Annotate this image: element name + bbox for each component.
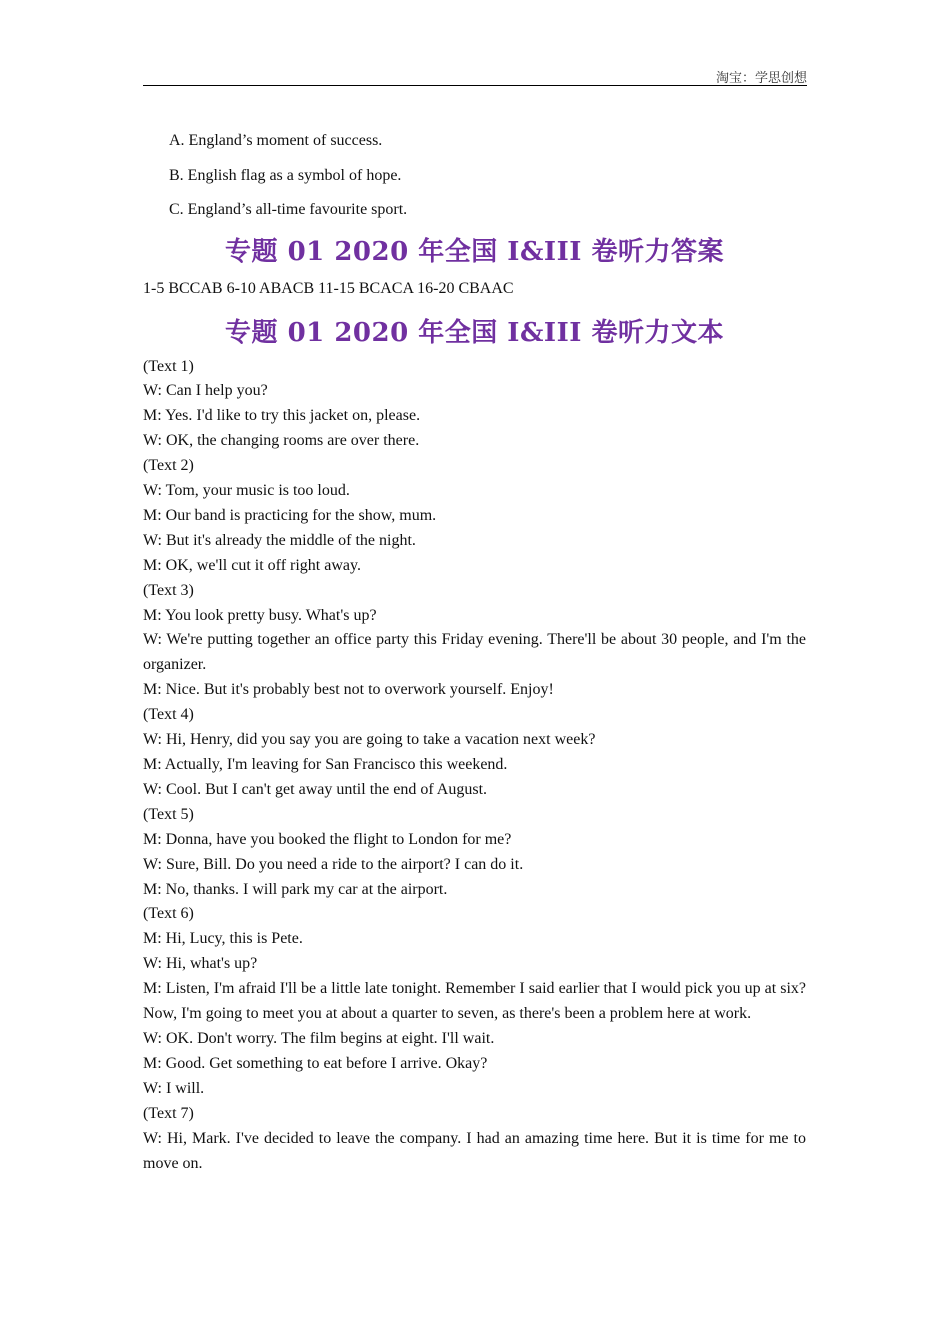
transcript-line: M: Actually, I'm leaving for San Francisco this weekend. <box>143 756 508 773</box>
transcript-line: M: No, thanks. I will park my car at the airport. <box>143 880 448 898</box>
transcript-section-title: 专题 01 2020 年全国 I&III 卷听力文本 <box>225 317 724 348</box>
option-b: B. English flag as a symbol of hope. <box>169 166 402 184</box>
option-c: C. England’s all-time favourite sport. <box>169 201 408 218</box>
page-content <box>143 124 806 1176</box>
transcript-text <box>143 355 806 1177</box>
transcript-line: M: Yes. I'd like to try this jacket on, please. <box>143 407 421 425</box>
option-a: A. England’s moment of success. <box>169 132 383 149</box>
transcript-line: W: We're putting together an office party this Friday evening. There'll be about 30 people, and I'm the organizer. <box>143 631 806 674</box>
transcript-line: M: You look pretty busy. What's up? <box>143 606 377 624</box>
transcript-line: (Text 3) <box>143 581 194 599</box>
header-divider <box>143 85 807 86</box>
answer-key: 1-5 BCCAB 6-10 ABACB 11-15 BCACA 16-20 CBAAC <box>143 279 514 297</box>
transcript-line: (Text 4) <box>143 706 194 724</box>
transcript-line: W: OK, the changing rooms are over there. <box>143 432 420 450</box>
transcript-line: W: Sure, Bill. Do you need a ride to the airport? I can do it. <box>143 855 524 873</box>
transcript-line: W: Cool. But I can't get away until the end of August. <box>143 780 488 798</box>
transcript-line: (Text 5) <box>143 805 194 823</box>
question-options <box>143 124 806 228</box>
transcript-line: (Text 2) <box>143 457 194 475</box>
transcript-line: (Text 6) <box>143 905 194 923</box>
transcript-line: W: Hi, Henry, did you say you are going to take a vacation next week? <box>143 731 596 749</box>
answer-section-title: 专题 01 2020 年全国 I&III 卷听力答案 <box>225 236 724 267</box>
transcript-line: M: Good. Get something to eat before I arrive. Okay? <box>143 1054 488 1072</box>
transcript-line: W: OK. Don't worry. The film begins at eight. I'll wait. <box>143 1029 495 1047</box>
transcript-line: M: Nice. But it's probably best not to overwork yourself. Enjoy! <box>143 681 554 699</box>
transcript-line: (Text 7) <box>143 1104 194 1122</box>
transcript-line: M: Donna, have you booked the flight to London for me? <box>143 830 512 848</box>
transcript-line: W: Tom, your music is too loud. <box>143 482 350 500</box>
transcript-line: W: But it's already the middle of the night. <box>143 531 416 549</box>
transcript-line: W: Hi, Mark. I've decided to leave the company. I had an amazing time here. But it is time for me to move on. <box>143 1129 806 1172</box>
transcript-line: M: Listen, I'm afraid I'll be a little late tonight. Remember I said earlier that I would pick you up at six? Now, I'm going to meet you at about a quarter to seven, as there's been a problem here at work. <box>143 980 806 1023</box>
transcript-line: M: Hi, Lucy, this is Pete. <box>143 930 303 948</box>
transcript-line: M: OK, we'll cut it off right away. <box>143 556 361 574</box>
transcript-line: W: I will. <box>143 1079 205 1097</box>
header-shop-label: 淘宝：学思创想 <box>715 71 807 86</box>
transcript-line: W: Can I help you? <box>143 382 268 400</box>
transcript-line: (Text 1) <box>143 357 194 375</box>
transcript-line: M: Our band is practicing for the show, mum. <box>143 506 437 524</box>
transcript-line: W: Hi, what's up? <box>143 955 258 973</box>
